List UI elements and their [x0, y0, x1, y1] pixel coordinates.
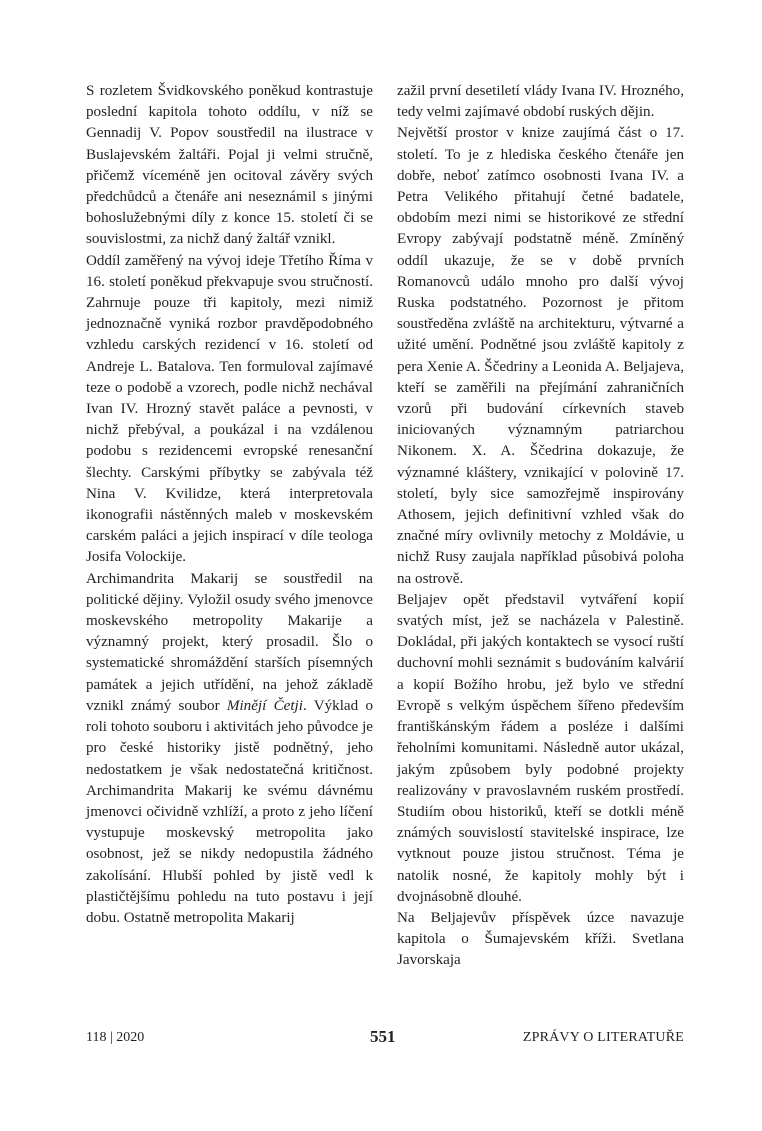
paragraph-text: Archimandrita Makarij se soustředil na politické dějiny. Vyložil osudy svého jmenovce moskevského metropolity Makarije a významný projekt, který prosadil. Šlo o systematické shromáždění starších písemných památek a jejich utřídění, na jehož základě vznikl známý soubor — [86, 570, 373, 714]
page-footer — [86, 1027, 684, 1051]
paragraph-text: . Výklad o roli tohoto souboru i aktivitách jeho původce je pro české historiky jistě podnětný, jeho nedostatkem je však nedostatečná kritičnost. Archimandrita Makarij ke svému dávnému jmenovci očividně vzhlíží, a proto z jeho líčení vystupuje moskevský metropolita jako osobnost, jež se nikdy nedopustila žádného zakolísání. Hlubší pohled by jistě vedl k plastičtějšímu pohledu na tuto postavu i její dobu. Ostatně metropolita Makarij — [86, 697, 373, 926]
paragraph — [86, 569, 373, 929]
issue-number: 118 | 2020 — [86, 1030, 145, 1045]
right-column — [397, 81, 684, 972]
paragraph: Na Beljajevův příspěvek úzce navazuje kapitola o Šumajevském kříži. Svetlana Javorskaja — [397, 909, 684, 969]
paragraph: Beljajev opět představil vytváření kopií svatých míst, jež se nacházela v Palestině. Dokládal, při jakých kontaktech se vysocí ruští duchovní mohli seznámit s budováním kalvárií a kopií Božího hrobu, jež bylo ve střední Evropě s velkým úspěchem šířeno především františkánským řádem a posléze i dalšími řeholními komunitami. Následně autor ukázal, jakým způsobem byly podobné projekty realizovány v pravoslavném ruském prostředí. Studiím obou historiků, kteří se dotkli méně známých souvislostí stavitelské inspirace, lze vytknout pouze jistou stručnost. Téma je natolik nosné, že kapitoly mohly být i dvojnásobně dlouhé. — [397, 591, 684, 905]
paragraph: S rozletem Švidkovského poněkud kontrastuje poslední kapitola tohoto oddílu, v níž se Gennadij V. Popov soustředil na ilustrace v Buslajevském žaltáři. Pojal ji velmi stručně, přičemž víceméně jen ocitoval závěry svých předchůdců a čtenáře ani neseznámil s jinými bohoslužebnými díly z konce 15. století či se souvislostmi, za nichž daný žaltář vznikl. — [86, 83, 373, 248]
page-number: 551 — [370, 1027, 396, 1046]
italic-title: Minějí Četji — [226, 697, 303, 714]
left-column — [86, 81, 373, 929]
paragraph: Největší prostor v knize zaujímá část o 17. století. To je z hlediska českého čtenáře jen dobře, neboť zatímco osobnosti Ivana IV. a Petra Velikého přitahují četné badatele, obdobím mezi nimi se historikové ze střední Evropy zabývají podstatně méně. Zmíněný oddíl ukazuje, že se v době prvních Romanovců událo mnoho pro další vývoj Ruska podstatného. Pozornost je přitom soustředěna zvláště na architekturu, výtvarné a užité umění. Podnětné jsou zvláště kapitoly z pera Xenie A. Ščedriny a Leonida A. Beljajeva, kteří se zaměřili na přejímání zahraničních vzorů při budování církevních staveb iniciovaných významným patriarchou Nikonem. X. A. Ščedrina dokazuje, že významné kláštery, vznikající v polovině 17. století, byly sice samozřejmě inspirovány Athosem, jejich definitivní vzhled však do značné míry ovlivnily metochy z Moldávie, u nichž Rusy zaujala například působivá poloha na ostrově. — [397, 125, 684, 587]
paragraph: Oddíl zaměřený na vývoj ideje Třetího Říma v 16. století poněkud překvapuje svou stručností. Zahrnuje pouze tři kapitoly, mezi nimiž jednoznačně vyniká rozbor pravděpodobného vzhledu carských rezidencí v 16. století od Andreje L. Batalova. Ten formuloval zajímavé teze o podobě a vzorech, podle nichž nechával Ivan IV. Hrozný stavět paláce a pevnosti, v nichž přebýval, a poukázal i na vzdálenou podobu s rezidencemi evropské renesanční šlechty. Carskými příbytky se zabývala též Nina V. Kvilidze, která interpretovala ikonografii nástěnných maleb v moskevském carském paláci a jejich inspirací v díle teologa Josifa Volockije. — [86, 252, 373, 566]
journal-title: ZPRÁVY O LITERATUŘE — [522, 1030, 684, 1045]
paragraph: zažil první desetiletí vlády Ivana IV. Hrozného, tedy velmi zajímavé období ruských dějin. — [397, 83, 684, 121]
